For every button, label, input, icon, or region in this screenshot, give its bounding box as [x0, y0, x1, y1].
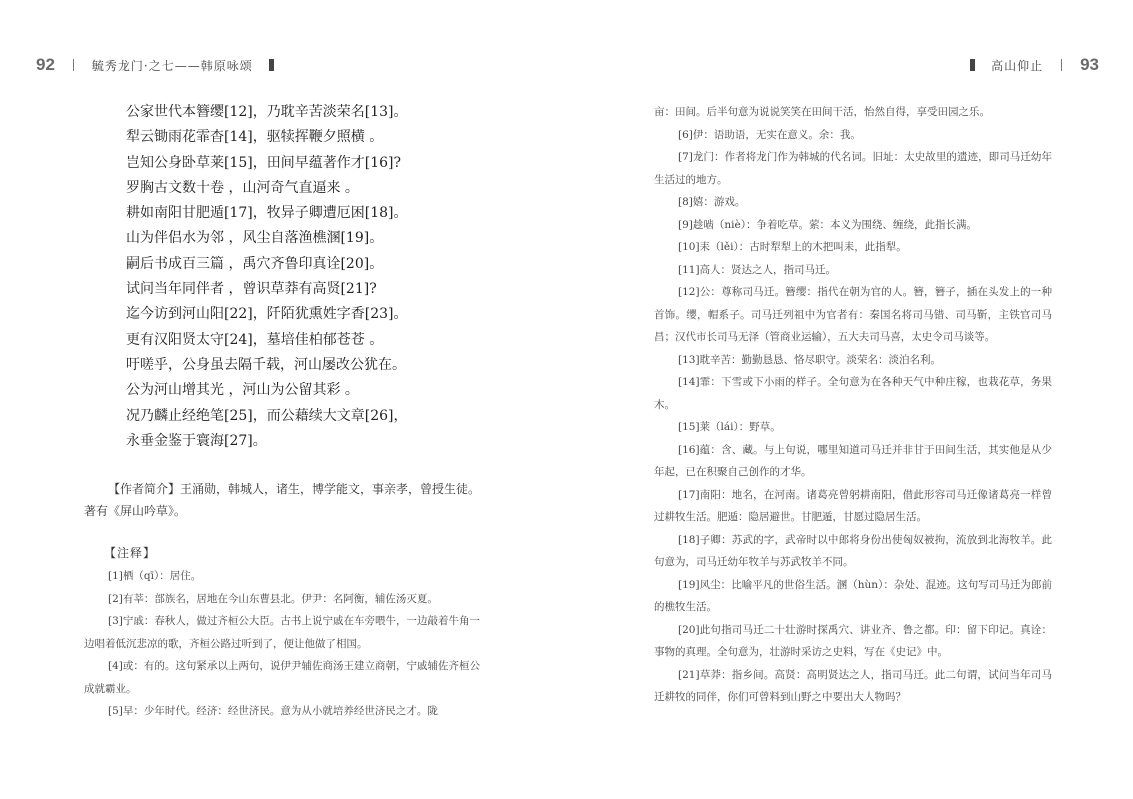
poem-line: 更有汉阳贤太守[24]，墓培佳柏郁苍苍 。 [126, 331, 384, 348]
note-item: [1]栖（qī）：居住。 [108, 570, 202, 582]
poem-line: 迄今访到河山阳[22]，阡陌犹熏姓字香[23]。 [126, 306, 408, 323]
note-item: [10]耒（lěi）：古时犁犁上的木把叫耒，此指犁。 [678, 241, 907, 253]
note-item: [12]公：尊称司马迁。簪缨：指代在朝为官的人。簪，簪子，插在头发上的一种首饰。缨，帽系子。司马迁列祖中为官者有：秦国名将司马错、司马靳，主铁官司马昌；汉代市长司马无泽（管商业运输），五大夫司马喜，太史令司马谈等。 [654, 286, 1052, 343]
note-item: [14]霏：下雪或下小雨的样子。全句意为在各种天气中种庄稼，也栽花草，务果木。 [654, 376, 1052, 411]
note-item: [4]或：有的。这句紧承以上两句，说伊尹辅佐商汤王建立商朝，宁戚辅佐齐桓公成就霸业。 [84, 660, 480, 695]
poem-line: 罗胸古文数十卷 ，山河奇气直逼来 。 [126, 179, 359, 196]
poem [126, 100, 526, 454]
note-item: [18]子卿：苏武的字，武帝时以中郎将身份出使匈奴被拘，流放到北海牧羊。此句意为，司马迁幼年牧羊与苏武牧羊不同。 [654, 533, 1052, 568]
notes-heading: 【注释】 [104, 546, 157, 560]
note-item: 亩：田间。后半句意为说说笑笑在田间干活，怡然自得，享受田园之乐。 [654, 106, 990, 118]
poem-line: 山为伴侣水为邻 ，风尘自落渔樵溷[19]。 [126, 230, 384, 247]
note-item: [17]南阳：地名，在河南。诸葛亮曾躬耕南阳，借此形容司马迁像诸葛亮一样曾过耕牧生活。肥遁：隐居避世。甘肥遁，甘愿过隐居生活。 [654, 488, 1052, 523]
page-number-right: 93 [1080, 55, 1099, 74]
author-intro-text: 【作者简介】王涌勋，韩城人，诸生，博学能文，事亲孝，曾授生徒。著有《屏山吟草》。 [84, 482, 481, 518]
poem-line: 耕如南阳甘肥遁[17]，牧异子卿遭厄困[18]。 [126, 205, 408, 222]
header-block-marker [269, 59, 274, 71]
note-item: [19]风尘：比喻平凡的世俗生活。溷（hùn）：杂处、混迹。这句写司马迁为郎前的樵牧生活。 [654, 578, 1052, 613]
note-item: [5]早：少年时代。经济：经世济民。意为从小就培养经世济民之才。陇 [108, 705, 438, 717]
note-item: [8]嬉：游戏。 [678, 196, 746, 208]
poem-line: 公为河山增其光 ，河山为公留其彩 。 [126, 382, 359, 399]
poem-line: 岂知公身卧草莱[15]，田间早蕴著作才[16]? [126, 154, 401, 171]
note-item: [7]龙门：作者将龙门作为韩城的代名词。旧址：太史故里的遗迹，即司马迁幼年生活过的地方。 [654, 151, 1052, 186]
poem-line: 公家世代本簪缨[12]，乃耽辛苦淡荣名[13]。 [126, 104, 408, 120]
header-separator [1061, 59, 1062, 71]
page-number-left: 92 [36, 55, 55, 74]
author-intro [84, 478, 484, 522]
notes-list-right [654, 101, 1052, 709]
poem-line: 吁嗟乎，公身虽去隔千载，河山屡改公犹在。 [126, 356, 406, 373]
poem-line: 试问当年同伴者 ，曾识草莽有高贤[21]? [126, 281, 377, 298]
right-page-header [970, 54, 1099, 76]
poem-line: 况乃麟止经绝笔[25]，而公藉续大文章[26]， [126, 407, 408, 424]
note-item: [16]蕴：含、藏。与上句说，哪里知道司马迁并非甘于田间生活，其实他是从少年起，已在积聚自己创作的才华。 [654, 443, 1052, 478]
note-item: [13]耽辛苦：勤勤恳恳、恪尽职守。淡荣名：淡泊名利。 [678, 353, 942, 366]
notes-list-left [84, 565, 480, 723]
header-title-left: 毓秀龙门·之七——韩原咏颂 [91, 58, 253, 73]
note-item: [3]宁戚：春秋人，做过齐桓公大臣。古书上说宁戚在车旁喂牛，一边敲着牛角一边唱着低沉悲凉的歌，齐桓公路过听到了，便让他做了相国。 [84, 615, 480, 650]
header-title-right: 高山仰止 [991, 58, 1044, 73]
note-item: [2]有莘：部族名，居地在今山东曹县北。伊尹：名阿衡，辅佐汤灭夏。 [108, 592, 438, 605]
note-item: [6]伊：语助语，无实在意义。余：我。 [678, 128, 861, 141]
header-block-marker [970, 59, 975, 71]
left-page-header [36, 54, 274, 76]
note-item: [15]莱（lái）：野草。 [678, 421, 781, 433]
note-item: [21]草莽：指乡间。高贤：高明贤达之人，指司马迁。此二句谓，试问当年司马迁耕牧的同伴，你们可曾料到山野之中要出大人物吗？ [654, 668, 1052, 703]
left-page [0, 0, 566, 799]
poem-line: 犁云锄雨花霏杳[14]，驱犊挥鞭夕照横 。 [126, 129, 384, 146]
note-item: [20]此句指司马迁二十壮游时探禹穴、讲业齐、鲁之都。印：留下印记。真诠：事物的真理。全句意为，壮游时采访之史料，写在《史记》中。 [654, 623, 1052, 658]
note-item: [9]趁啮（niè）：争着吃草。萦：本义为围绕、缠绕，此指长满。 [678, 218, 977, 231]
header-separator [73, 59, 74, 71]
note-item: [11]高人：贤达之人，指司马迁。 [678, 263, 837, 276]
poem-line: 嗣后书成百三篇 ，禹穴齐鲁印真诠[20]。 [126, 255, 384, 272]
poem-line: 永垂金鉴于寰海[27]。 [126, 432, 267, 449]
